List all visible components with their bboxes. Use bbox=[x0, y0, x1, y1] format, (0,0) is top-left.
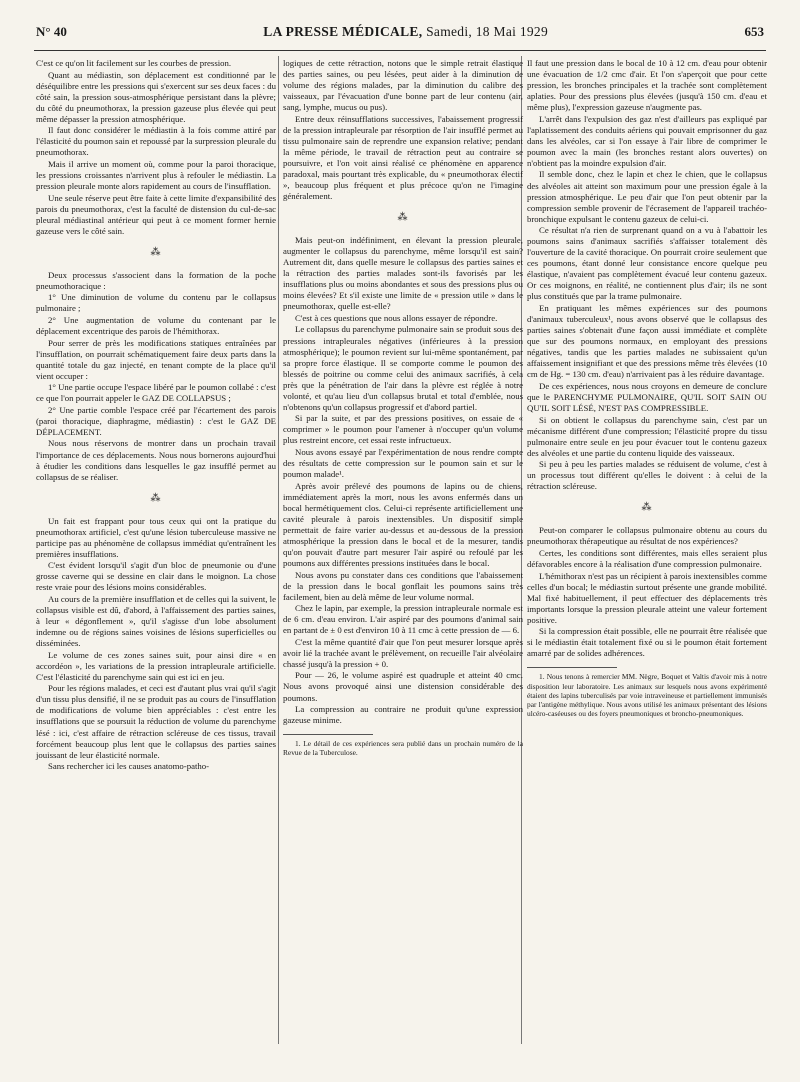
section-ornament: ⁂ bbox=[150, 492, 162, 504]
journal-title: LA PRESSE MÉDICALE, bbox=[263, 24, 423, 39]
page-number: 653 bbox=[744, 24, 764, 39]
paragraph: Si par la suite, et par des pressions positives, on essaie de « comprimer » le poumon pour l'amener à n'occuper qu'un volume plus restreint encore, cet essai reste infructueux. bbox=[283, 413, 523, 446]
paragraph: 2° Une partie comble l'espace créé par l'écartement des parois (paroi thoracique, diaphragme, médiastin) : c'est le GAZ DE DÉPLACEMENT. bbox=[36, 404, 276, 437]
paragraph: Peut-on comparer le collapsus pulmonaire obtenu au cours du pneumothorax thérapeutique au résultat de nos expériences? bbox=[527, 525, 767, 547]
section-ornament: ⁂ bbox=[641, 502, 653, 514]
paragraph: Il semble donc, chez le lapin et chez le chien, que le collapsus des alvéoles ait atteint son maximum pour une pression égale à la pression atmosphérique. Le peu d'air que l'on peut obtenir par la compression semble provenir de l'écrasement de l'appareil trachéo-bronchique expulsant le contenu gazeux de celui-ci. bbox=[527, 169, 767, 224]
paragraph: Pour les régions malades, et ceci est d'autant plus vrai qu'il s'agit d'un tissu plus densifié, il ne se produit pas au cours de l'insufflation de modifications de volume bien appréciables : c'est entre les insufflations que se poursuit la réduction de volume du parenchyme lésé : ici, c'est affaire de rétraction scléreuse de ces tissus, travail forcément beaucoup plus lent que le collapsus des parties saines jouissant de leur élasticité normale. bbox=[36, 683, 276, 760]
paragraph: Le volume de ces zones saines suit, pour ainsi dire « en accordéon », les variations de la pression intrapleurale artificielle. C'est l'élasticité du parenchyme sain qui est ici en jeu. bbox=[36, 649, 276, 682]
paragraph: Mais il arrive un moment où, comme pour la paroi thoracique, les pressions croissantes n'arrivent plus à refouler le médiastin. La pression pleurale monte alors rapidement au cours de l'insufflation. bbox=[36, 158, 276, 192]
paragraph: 2° Une augmentation de volume du contenant par le déplacement excentrique des parois de l'hémithorax. bbox=[36, 314, 276, 336]
paragraph: En pratiquant les mêmes expériences sur des poumons d'animaux tuberculeux¹, nous avons observé que le collapsus des parties saines s'obtenait d'une façon aussi immédiate et complète que sur des poumons normaux, en employant des pressions négatives, tandis que les parties malades ne subissaient qu'un affaissement insignifiant et que des pressions même très élevées (10 cm de Hg. = 130 cm. d'eau) n'arrivaient pas à les réduire davantage. bbox=[527, 303, 767, 380]
page-header bbox=[36, 24, 764, 46]
paragraph: Deux processus s'associent dans la formation de la poche pneumothoracique : bbox=[36, 269, 276, 291]
paragraph: Si la compression était possible, elle ne pourrait être réalisée que si le médiastin était totalement fixé ou si le poumon était fortement amarré par de solides adhérences. bbox=[527, 626, 767, 659]
paragraph: C'est la même quantité d'air que l'on peut mesurer lorsque après avoir lié la trachée avant le prélèvement, on recueille l'air alvéolaire chassé jusqu'à la pression + 0. bbox=[283, 636, 523, 669]
paragraph: Mais peut-on indéfiniment, en élevant la pression pleurale, augmenter le collapsus du parenchyme, même lorsqu'il est sain? Autrement dit, dans quelle mesure le collapsus des parties saines et la rétraction des parties malades sont-ils favorisés par les insufflations plus ou moins abondantes et sous des pressions plus ou moins élevées? Et s'il existe une limite de « pression utile » dans le pneumothorax, quelle est-elle? bbox=[283, 235, 523, 312]
paragraph: Au cours de la première insufflation et de celles qui la suivent, le collapsus visible est dû, d'abord, à l'affaissement des parties saines, à leur « dégonflement », qu'il s'agisse d'un lobe absolument indemne ou de régions saines voisines de lésions superficielles ou disséminées. bbox=[36, 593, 276, 649]
paragraph: Il faut une pression dans le bocal de 10 à 12 cm. d'eau pour obtenir une évacuation de 1/2 cmc d'air. Et l'on s'aperçoit que pour cette pression, les bronches principales et la trachée sont complètement aplaties. Pour des pressions plus élevées (jusqu'à 150 cm. d'eau et même plus), l'expression gazeuse n'augmente pas. bbox=[527, 58, 767, 113]
section-ornament: ⁂ bbox=[397, 212, 409, 224]
paragraph: Un fait est frappant pour tous ceux qui ont la pratique du pneumothorax artificiel, c'est qu'une lésion tuberculeuse massive ne participe pas au phénomène de collapsus immédiat qu'entraînent les premières insufflations. bbox=[36, 515, 276, 559]
paragraph: 1° Une diminution de volume du contenu par le collapsus pulmonaire ; bbox=[36, 292, 276, 314]
paragraph: Si on obtient le collapsus du parenchyme sain, c'est par un mécanisme différent d'une compression; l'élasticité propre du tissu pulmonaire entre seule en jeu pour évacuer tout le contenu gazeux des alvéoles et une partie du contenu liquide des vaisseaux. bbox=[527, 414, 767, 458]
section-ornament: ⁂ bbox=[150, 246, 162, 258]
paragraph: Nous avons pu constater dans ces conditions que l'abaissement de la pression dans le bocal gonflait les poumons sains très facilement, bien au delà même de leur volume normal. bbox=[283, 569, 523, 602]
footnote-rule bbox=[283, 734, 373, 735]
paragraph: L'hémithorax n'est pas un récipient à parois inextensibles comme celles d'un bocal; le médiastin surtout présente une grande mobilité. Mal fixé habituellement, il peut effectuer des déplacements très importants lorsque la pression pleurale atteint une valeur fortement positive. bbox=[527, 570, 767, 625]
paragraph: C'est à ces questions que nous allons essayer de répondre. bbox=[295, 312, 498, 323]
paragraph: De ces expériences, nous nous croyons en demeure de conclure que le PARENCHYME PULMONAIRE, QU'IL SOIT SAIN OU QU'IL SOIT LÉSÉ, N'EST PAS COMPRESSIBLE. bbox=[527, 380, 767, 413]
paragraph: Sans rechercher ici les causes anatomo-patho- bbox=[48, 761, 210, 772]
footnote-rule bbox=[527, 667, 617, 668]
paragraph: La compression au contraire ne produit qu'une expression gazeuse minime. bbox=[283, 704, 523, 726]
paragraph: logiques de cette rétraction, notons que le simple retrait élastique des parties saines, ou peu lésées, peut aider à la diminution de volume des régions malades, par la diminution du calibre des vaisseaux, par l'évacuation d'une bonne part de leur contenu (air, sang, lymphe, mucus ou pus). bbox=[283, 58, 523, 113]
paragraph: C'est évident lorsqu'il s'agit d'un bloc de pneumonie ou d'une grosse caverne qui se dessine en clair dans le moignon. La chose reste vraie pour des lésions moins considérables. bbox=[36, 560, 276, 593]
paragraph: Une seule réserve peut être faite à cette limite d'expansibilité des parois du pneumothorax, c'est la faculté de distension du cul-de-sac pleural médiastinal antérieur qui peut à ce moment former hernie gazeuse vers le côté sain. bbox=[36, 192, 276, 236]
journal-title-line bbox=[263, 24, 548, 40]
paragraph: Il faut donc considérer le médiastin à la fois comme attiré par l'élasticité du poumon sain et repoussé par la surpression pleurale du pneumothorax. bbox=[36, 125, 276, 158]
paragraph: Pour — 26, le volume aspiré est quadruple et atteint 40 cmc. Nous avons provoqué ainsi une distension considérable des poumons. bbox=[283, 670, 523, 703]
paragraph: Nous avons essayé par l'expérimentation de nous rendre compte des résultats de cette compression sur le poumon sain et sur le poumon malade¹. bbox=[283, 447, 523, 480]
header-rule bbox=[34, 50, 766, 51]
paragraph: Le collapsus du parenchyme pulmonaire sain se produit sous des pressions intrapleurales négatives (inférieures à la pression atmosphérique); le poumon revient sur lui-même spontanément, par sa propre force élastique. Il se comporte comme le poumon des blessés de poitrine ou comme celui des animaux sacrifiés, à cela près que la pénétration de l'air dans la plèvre est réglée à notre volonté, et qu'au lieu d'un collapsus brutal et total d'emblée, nous n'obtenons qu'un collapsus progressif et d'abord partiel. bbox=[283, 324, 523, 412]
paragraph: Ce résultat n'a rien de surprenant quand on a vu à l'abattoir les poumons sains d'animaux sacrifiés s'affaisser totalement dès l'ouverture de la cavité thoracique. On pourrait croire seulement que ces poumons, étant donné leur consistance encore quelque peu élastique, n'avaient pas complètement évacué leur contenu gazeux. Or ces moignons, en réalité, ne contiennent plus d'air; ils ne sont plus constitués que par la trame pulmonaire. bbox=[527, 225, 767, 302]
column-3 bbox=[527, 58, 767, 719]
paragraph: Pour serrer de près les modifications statiques entraînées par l'insufflation, on pourrait schématiquement faire deux parts dans la quantité totale du gaz injecté, en tenant compte de la place qu'il vient occuper : bbox=[36, 337, 276, 381]
footnote: 1. Le détail de ces expériences sera publié dans un prochain numéro de la Revue de la Tuberculose. bbox=[283, 739, 523, 758]
column-1 bbox=[36, 58, 276, 773]
paragraph: L'arrêt dans l'expulsion des gaz n'est d'ailleurs pas expliqué par l'aplatissement des conduits aériens qui pouvait emprisonner du gaz dans les alvéoles, car si l'on essaye à l'air libre de comprimer le poumon avec la main (les bronches restant alors ouvertes) on n'obtient pas la moindre expulsion d'air. bbox=[527, 113, 767, 168]
paragraph: Entre deux réinsufflations successives, l'abaissement progressif de la pression intrapleurale par résorption de l'air insufflé permet au tissu pulmonaire sain de reprendre une expansion relative; pendant la même période, le travail de rétraction peut au contraire se poursuivre, et l'on voit ainsi réalisé ce phénomène en apparence paradoxal, mais pourtant très explicable, du « pneumothorax électif », beaucoup plus fréquent et plus précoce qu'on ne l'imagine généralement. bbox=[283, 113, 523, 202]
issue-number: N° 40 bbox=[36, 24, 67, 39]
paragraph: Chez le lapin, par exemple, la pression intrapleurale normale est de 6 cm. d'eau environ. L'air aspiré par des poumons d'animal sain en partant de ± 0 est d'environ 10 à 11 cmc à cette pression de — 6. bbox=[283, 603, 523, 636]
paragraph: Nous nous réservons de montrer dans un prochain travail l'importance de ces déplacements. Nous nous bornerons aujourd'hui à étudier les conditions dans lesquelles le gaz insufflé permet au collapsus de se réaliser. bbox=[36, 438, 276, 482]
column-divider bbox=[278, 56, 279, 1044]
footnote: 1. Nous tenons à remercier MM. Nègre, Boquet et Valtis d'avoir mis à notre disposition leur laboratoire. Les animaux sur lesquels nous avons expérimenté étaient des lapins tuberculisés par voie intraveineuse et partiellement immunisés par l'antigène méthylique. Nous avons utilisé les animaux présentant des lésions ulcéro-caséeuses ou des foyers pneumoniques et broncho-pneumoniques. bbox=[527, 672, 767, 719]
paragraph: Certes, les conditions sont différentes, mais elles seraient plus défavorables encore à la réalisation d'une compression pulmonaire. bbox=[527, 547, 767, 569]
paragraph: Si peu à peu les parties malades se réduisent de volume, c'est à un processus tout différent qu'elles le doivent : à celui de la rétraction scléreuse. bbox=[527, 459, 767, 492]
paragraph: C'est ce qu'on lit facilement sur les courbes de pression. bbox=[36, 58, 232, 68]
column-2 bbox=[283, 58, 523, 758]
paragraph: Quant au médiastin, son déplacement est conditionné par le déséquilibre entre les pressions qui s'exercent sur ses deux faces : du côté sain, la pression sous-atmosphérique persistant dans la plèvre; du côté du pneumothorax, la pression gazeuse plus élevée qui peut même dépasser la pression atmosphérique. bbox=[36, 69, 276, 124]
paragraph: Après avoir prélevé des poumons de lapins ou de chiens, immédiatement après la mort, nous les avons enfermés dans un bocal hermétiquement clos. Celui-ci représente artificiellement une cavité pleurale à parois inextensibles. Un dispositif simple permettait de faire varier au-dessus et au-dessous de la pression atmosphérique la pression dans le bocal et de la mesurer, tandis qu'on pouvait d'autre part mesurer l'air aspiré ou refoulé par les poumons aux différentes pressions instituées dans le bocal. bbox=[283, 480, 523, 568]
issue-date: Samedi, 18 Mai 1929 bbox=[426, 24, 549, 39]
paragraph: 1° Une partie occupe l'espace libéré par le poumon collabé : c'est ce que l'on pourrait appeler le GAZ DE COLLAPSUS ; bbox=[36, 382, 276, 404]
